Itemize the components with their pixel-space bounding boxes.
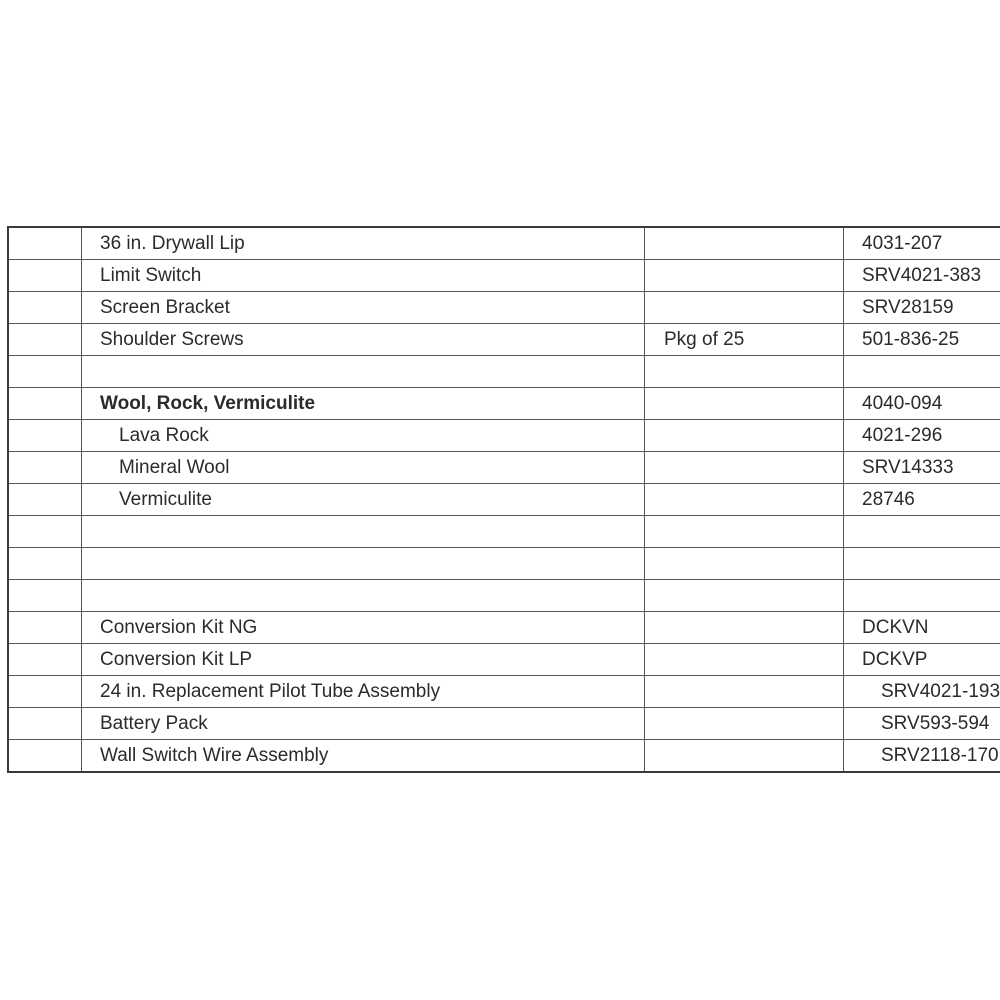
table-row [8,324,1000,356]
part-number-cell: SRV28159 [844,292,1000,324]
key-cell [8,516,82,548]
key-cell [8,740,82,773]
description-cell: Conversion Kit NG [82,612,645,644]
quantity-cell [645,260,844,292]
table-row [8,292,1000,324]
quantity-cell [645,227,844,260]
key-cell [8,324,82,356]
part-number-cell: SRV593-594 [844,708,1000,740]
quantity-cell [645,644,844,676]
part-number-cell: SRV4021-383 [844,260,1000,292]
key-cell [8,644,82,676]
table-row [8,740,1000,773]
quantity-cell [645,612,844,644]
quantity-cell [645,516,844,548]
quantity-cell [645,420,844,452]
part-number-cell: DCKVP [844,644,1000,676]
key-cell [8,292,82,324]
key-cell [8,452,82,484]
part-number-cell [844,516,1000,548]
table-row [8,420,1000,452]
description-cell: Battery Pack [82,708,645,740]
quantity-cell [645,676,844,708]
table-row [8,260,1000,292]
quantity-cell [645,708,844,740]
parts-table [7,226,1000,773]
quantity-cell [645,356,844,388]
description-cell: Mineral Wool [82,452,645,484]
part-number-cell [844,580,1000,612]
key-cell [8,420,82,452]
table-row [8,548,1000,580]
table-row [8,644,1000,676]
table-row [8,356,1000,388]
description-cell: Screen Bracket [82,292,645,324]
part-number-cell [844,356,1000,388]
quantity-cell [645,388,844,420]
part-number-cell: SRV4021-193 [844,676,1000,708]
description-cell: Limit Switch [82,260,645,292]
key-cell [8,548,82,580]
quantity-cell: Pkg of 25 [645,324,844,356]
quantity-cell [645,740,844,773]
key-cell [8,227,82,260]
description-cell [82,580,645,612]
key-cell [8,356,82,388]
description-cell [82,356,645,388]
key-cell [8,676,82,708]
quantity-cell [645,580,844,612]
key-cell [8,388,82,420]
key-cell [8,260,82,292]
quantity-cell [645,484,844,516]
description-cell: Wall Switch Wire Assembly [82,740,645,773]
part-number-cell: 4021-296 [844,420,1000,452]
description-cell: Lava Rock [82,420,645,452]
part-number-cell: 501-836-25 [844,324,1000,356]
quantity-cell [645,292,844,324]
quantity-cell [645,548,844,580]
description-cell: 24 in. Replacement Pilot Tube Assembly [82,676,645,708]
table-row [8,516,1000,548]
table-row [8,580,1000,612]
table-row [8,708,1000,740]
key-cell [8,484,82,516]
description-cell: Vermiculite [82,484,645,516]
table-row [8,388,1000,420]
table-row [8,452,1000,484]
part-number-cell: 4040-094 [844,388,1000,420]
table-row [8,484,1000,516]
quantity-cell [645,452,844,484]
part-number-cell: 28746 [844,484,1000,516]
table-row [8,676,1000,708]
key-cell [8,580,82,612]
description-cell: 36 in. Drywall Lip [82,227,645,260]
part-number-cell [844,548,1000,580]
description-cell: Wool, Rock, Vermiculite [82,388,645,420]
table-row [8,227,1000,260]
table-row [8,612,1000,644]
description-cell [82,548,645,580]
description-cell: Conversion Kit LP [82,644,645,676]
part-number-cell: SRV14333 [844,452,1000,484]
description-cell [82,516,645,548]
key-cell [8,612,82,644]
key-cell [8,708,82,740]
part-number-cell: SRV2118-170 [844,740,1000,773]
part-number-cell: DCKVN [844,612,1000,644]
part-number-cell: 4031-207 [844,227,1000,260]
description-cell: Shoulder Screws [82,324,645,356]
